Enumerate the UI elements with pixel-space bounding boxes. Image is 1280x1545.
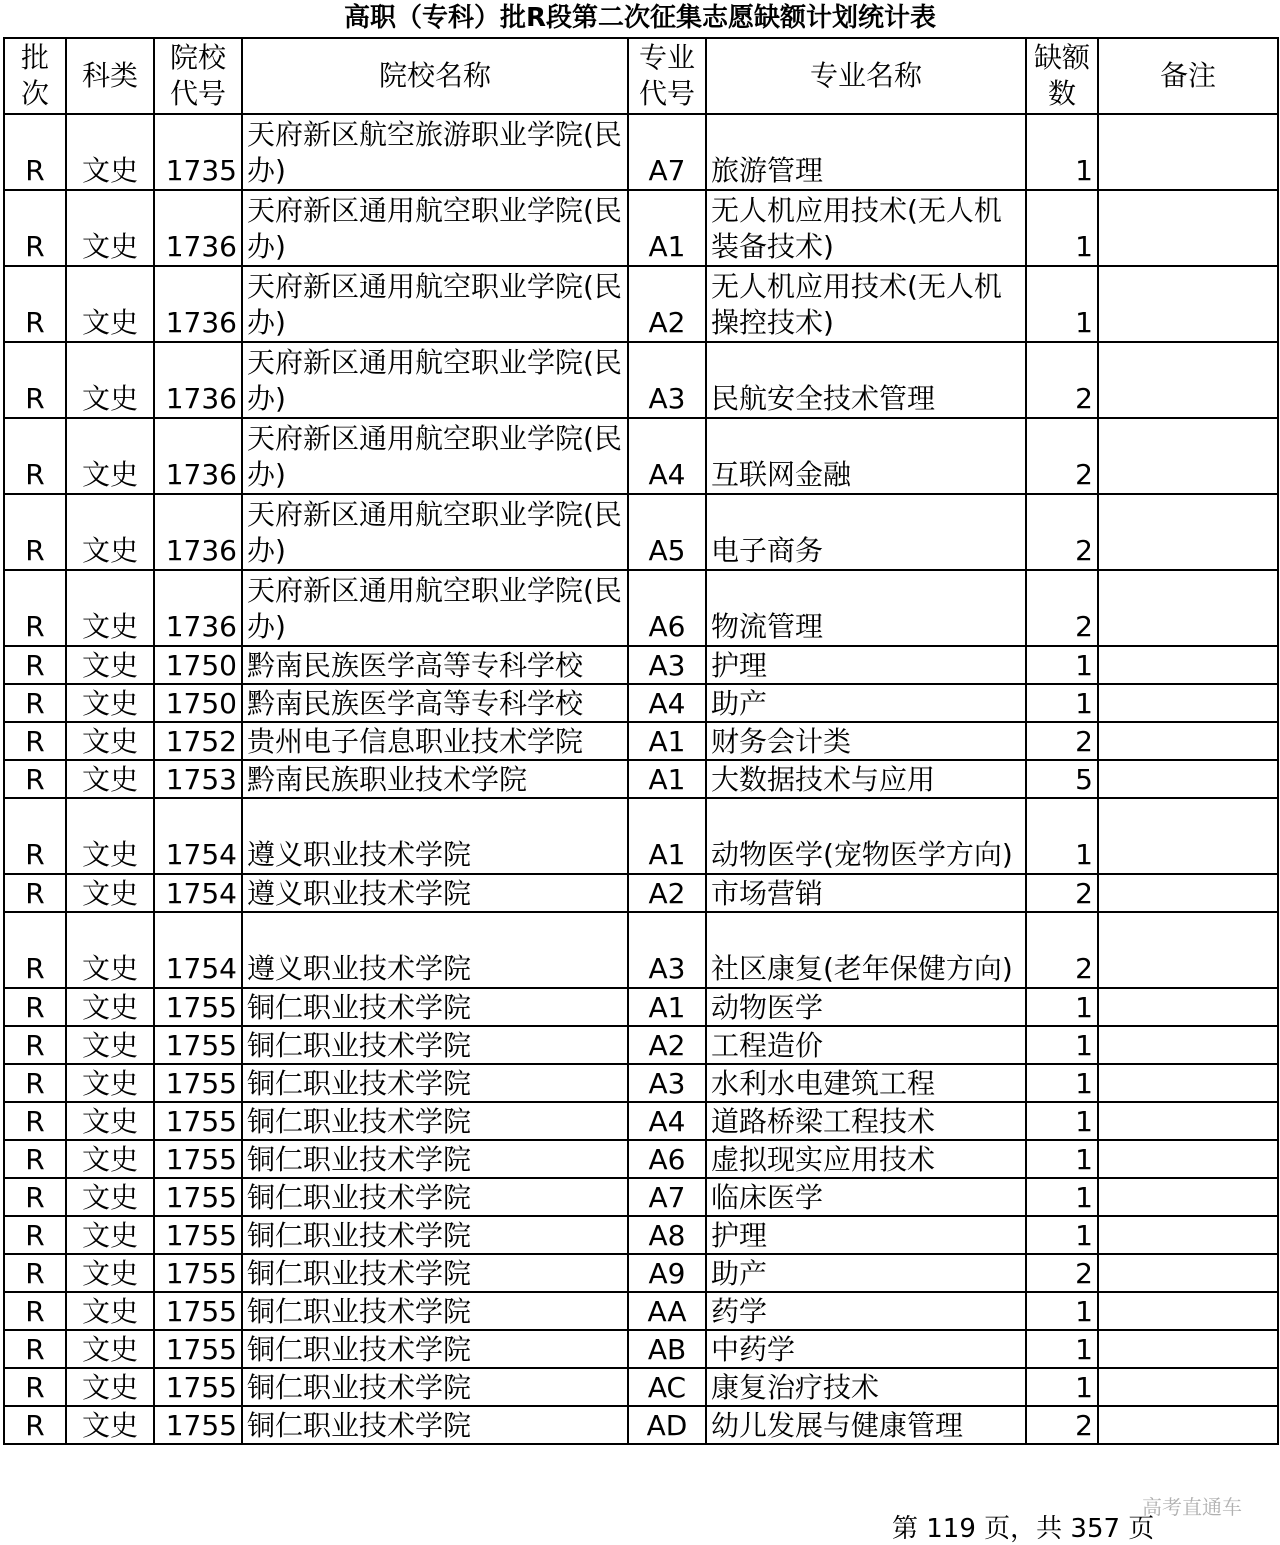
table-row — [4, 874, 1278, 912]
cell-batch: R — [4, 1292, 66, 1330]
cell-school-code: 1755 — [154, 1026, 242, 1064]
cell-school-code: 1750 — [154, 646, 242, 684]
cell-vacancy: 1 — [1026, 1026, 1098, 1064]
cell-school-code: 1736 — [154, 494, 242, 570]
cell-category: 文史 — [66, 798, 154, 874]
cell-vacancy: 5 — [1026, 760, 1098, 798]
cell-vacancy: 1 — [1026, 114, 1098, 190]
header-major-name: 专业名称 — [706, 38, 1026, 114]
cell-remark — [1098, 114, 1278, 190]
cell-batch: R — [4, 190, 66, 266]
cell-vacancy: 1 — [1026, 1330, 1098, 1368]
cell-vacancy: 1 — [1026, 798, 1098, 874]
table-row — [4, 760, 1278, 798]
header-major-code: 专业 代号 — [628, 38, 706, 114]
cell-school-name: 铜仁职业技术学院 — [242, 1330, 628, 1368]
cell-major-name: 无人机应用技术(无人机装备技术) — [706, 190, 1026, 266]
cell-major-name: 虚拟现实应用技术 — [706, 1140, 1026, 1178]
cell-major-name: 药学 — [706, 1292, 1026, 1330]
cell-school-code: 1736 — [154, 266, 242, 342]
cell-major-name: 水利水电建筑工程 — [706, 1064, 1026, 1102]
cell-school-name: 遵义职业技术学院 — [242, 912, 628, 988]
cell-major-name: 康复治疗技术 — [706, 1368, 1026, 1406]
cell-category: 文史 — [66, 418, 154, 494]
cell-category: 文史 — [66, 1292, 154, 1330]
table-row — [4, 1102, 1278, 1140]
cell-category: 文史 — [66, 1064, 154, 1102]
cell-remark — [1098, 1064, 1278, 1102]
cell-vacancy: 1 — [1026, 1368, 1098, 1406]
cell-school-code: 1736 — [154, 418, 242, 494]
cell-batch: R — [4, 988, 66, 1026]
cell-school-name: 铜仁职业技术学院 — [242, 1026, 628, 1064]
cell-school-name: 铜仁职业技术学院 — [242, 1406, 628, 1444]
table-row — [4, 190, 1278, 266]
cell-school-name: 黔南民族医学高等专科学校 — [242, 646, 628, 684]
cell-major-name: 旅游管理 — [706, 114, 1026, 190]
cell-school-code: 1736 — [154, 570, 242, 646]
table-row — [4, 418, 1278, 494]
cell-vacancy: 1 — [1026, 1064, 1098, 1102]
header-school-name: 院校名称 — [242, 38, 628, 114]
cell-category: 文史 — [66, 1368, 154, 1406]
cell-remark — [1098, 570, 1278, 646]
cell-school-name: 铜仁职业技术学院 — [242, 1178, 628, 1216]
cell-major-code: A2 — [628, 1026, 706, 1064]
cell-major-name: 动物医学 — [706, 988, 1026, 1026]
cell-batch: R — [4, 1254, 66, 1292]
cell-major-code: A2 — [628, 266, 706, 342]
cell-batch: R — [4, 1026, 66, 1064]
cell-major-code: A1 — [628, 988, 706, 1026]
cell-category: 文史 — [66, 570, 154, 646]
cell-remark — [1098, 1140, 1278, 1178]
cell-major-code: A4 — [628, 684, 706, 722]
cell-school-name: 铜仁职业技术学院 — [242, 1216, 628, 1254]
cell-major-code: A3 — [628, 646, 706, 684]
cell-vacancy: 2 — [1026, 874, 1098, 912]
cell-major-name: 中药学 — [706, 1330, 1026, 1368]
cell-batch: R — [4, 760, 66, 798]
cell-school-code: 1755 — [154, 1140, 242, 1178]
cell-school-name: 黔南民族医学高等专科学校 — [242, 684, 628, 722]
table-row — [4, 1216, 1278, 1254]
cell-batch: R — [4, 1178, 66, 1216]
cell-batch: R — [4, 1330, 66, 1368]
cell-major-code: A1 — [628, 760, 706, 798]
header-batch: 批 次 — [4, 38, 66, 114]
cell-school-code: 1754 — [154, 874, 242, 912]
table-body — [4, 114, 1278, 1444]
cell-major-name: 市场营销 — [706, 874, 1026, 912]
cell-school-code: 1754 — [154, 798, 242, 874]
table-row — [4, 1140, 1278, 1178]
cell-major-code: A5 — [628, 494, 706, 570]
cell-major-code: A1 — [628, 722, 706, 760]
cell-school-code: 1755 — [154, 1254, 242, 1292]
cell-school-name: 铜仁职业技术学院 — [242, 1140, 628, 1178]
cell-major-code: A6 — [628, 570, 706, 646]
cell-batch: R — [4, 1216, 66, 1254]
cell-batch: R — [4, 1406, 66, 1444]
cell-school-name: 铜仁职业技术学院 — [242, 1254, 628, 1292]
cell-remark — [1098, 874, 1278, 912]
table-row — [4, 1254, 1278, 1292]
cell-remark — [1098, 1254, 1278, 1292]
cell-vacancy: 2 — [1026, 342, 1098, 418]
cell-school-code: 1735 — [154, 114, 242, 190]
cell-category: 文史 — [66, 722, 154, 760]
cell-category: 文史 — [66, 494, 154, 570]
cell-school-name: 遵义职业技术学院 — [242, 798, 628, 874]
page-title: 高职（专科）批R段第二次征集志愿缺额计划统计表 — [343, 3, 937, 33]
cell-batch: R — [4, 874, 66, 912]
cell-major-code: AA — [628, 1292, 706, 1330]
cell-vacancy: 2 — [1026, 494, 1098, 570]
table-row — [4, 1178, 1278, 1216]
cell-major-code: A4 — [628, 1102, 706, 1140]
cell-remark — [1098, 722, 1278, 760]
cell-school-code: 1736 — [154, 190, 242, 266]
cell-vacancy: 2 — [1026, 570, 1098, 646]
cell-category: 文史 — [66, 646, 154, 684]
cell-remark — [1098, 342, 1278, 418]
cell-category: 文史 — [66, 1178, 154, 1216]
cell-vacancy: 1 — [1026, 988, 1098, 1026]
cell-major-code: AB — [628, 1330, 706, 1368]
cell-category: 文史 — [66, 988, 154, 1026]
cell-school-name: 黔南民族职业技术学院 — [242, 760, 628, 798]
cell-batch: R — [4, 342, 66, 418]
cell-vacancy: 1 — [1026, 266, 1098, 342]
cell-batch: R — [4, 646, 66, 684]
cell-batch: R — [4, 570, 66, 646]
cell-batch: R — [4, 798, 66, 874]
cell-remark — [1098, 1330, 1278, 1368]
cell-major-name: 无人机应用技术(无人机操控技术) — [706, 266, 1026, 342]
cell-major-code: A2 — [628, 874, 706, 912]
cell-remark — [1098, 1406, 1278, 1444]
header-category: 科类 — [66, 38, 154, 114]
cell-school-name: 铜仁职业技术学院 — [242, 1064, 628, 1102]
cell-remark — [1098, 190, 1278, 266]
cell-school-code: 1755 — [154, 1292, 242, 1330]
cell-batch: R — [4, 1368, 66, 1406]
cell-major-name: 大数据技术与应用 — [706, 760, 1026, 798]
cell-school-name: 铜仁职业技术学院 — [242, 1102, 628, 1140]
cell-major-name: 助产 — [706, 684, 1026, 722]
cell-vacancy: 1 — [1026, 1216, 1098, 1254]
cell-vacancy: 2 — [1026, 722, 1098, 760]
table-row — [4, 798, 1278, 874]
cell-batch: R — [4, 722, 66, 760]
cell-batch: R — [4, 494, 66, 570]
table-row — [4, 912, 1278, 988]
cell-school-code: 1755 — [154, 1406, 242, 1444]
cell-vacancy: 2 — [1026, 912, 1098, 988]
cell-major-code: A7 — [628, 1178, 706, 1216]
table-header-row — [4, 38, 1278, 114]
cell-remark — [1098, 684, 1278, 722]
cell-major-name: 动物医学(宠物医学方向) — [706, 798, 1026, 874]
cell-school-code: 1754 — [154, 912, 242, 988]
cell-major-name: 社区康复(老年保健方向) — [706, 912, 1026, 988]
cell-remark — [1098, 1216, 1278, 1254]
cell-school-code: 1755 — [154, 988, 242, 1026]
cell-vacancy: 2 — [1026, 1254, 1098, 1292]
cell-major-code: A3 — [628, 912, 706, 988]
cell-remark — [1098, 988, 1278, 1026]
cell-major-code: A3 — [628, 342, 706, 418]
table-row — [4, 1368, 1278, 1406]
cell-school-name: 铜仁职业技术学院 — [242, 988, 628, 1026]
header-remark: 备注 — [1098, 38, 1278, 114]
cell-remark — [1098, 1178, 1278, 1216]
cell-vacancy: 1 — [1026, 1102, 1098, 1140]
cell-major-name: 助产 — [706, 1254, 1026, 1292]
cell-vacancy: 1 — [1026, 646, 1098, 684]
cell-remark — [1098, 1292, 1278, 1330]
cell-category: 文史 — [66, 1254, 154, 1292]
cell-school-name: 天府新区通用航空职业学院(民办) — [242, 190, 628, 266]
cell-vacancy: 1 — [1026, 684, 1098, 722]
cell-school-name: 遵义职业技术学院 — [242, 874, 628, 912]
cell-vacancy: 1 — [1026, 1178, 1098, 1216]
cell-vacancy: 1 — [1026, 1292, 1098, 1330]
cell-vacancy: 1 — [1026, 1140, 1098, 1178]
cell-category: 文史 — [66, 266, 154, 342]
cell-major-name: 临床医学 — [706, 1178, 1026, 1216]
cell-vacancy: 1 — [1026, 190, 1098, 266]
cell-category: 文史 — [66, 1102, 154, 1140]
cell-batch: R — [4, 912, 66, 988]
table-row — [4, 114, 1278, 190]
watermark: 高考直通车 — [1142, 1495, 1242, 1519]
page-footer: 第 119 页，共 357 页 — [892, 1514, 1155, 1544]
cell-category: 文史 — [66, 114, 154, 190]
cell-remark — [1098, 494, 1278, 570]
cell-school-code: 1755 — [154, 1368, 242, 1406]
cell-school-code: 1736 — [154, 342, 242, 418]
cell-category: 文史 — [66, 684, 154, 722]
table-row — [4, 646, 1278, 684]
cell-remark — [1098, 912, 1278, 988]
cell-major-code: A7 — [628, 114, 706, 190]
cell-category: 文史 — [66, 1330, 154, 1368]
table-row — [4, 722, 1278, 760]
cell-school-name: 天府新区通用航空职业学院(民办) — [242, 570, 628, 646]
cell-school-name: 天府新区航空旅游职业学院(民办) — [242, 114, 628, 190]
cell-school-name: 天府新区通用航空职业学院(民办) — [242, 418, 628, 494]
cell-batch: R — [4, 684, 66, 722]
cell-school-name: 天府新区通用航空职业学院(民办) — [242, 342, 628, 418]
cell-school-name: 铜仁职业技术学院 — [242, 1292, 628, 1330]
cell-remark — [1098, 266, 1278, 342]
table-row — [4, 1292, 1278, 1330]
cell-major-name: 护理 — [706, 1216, 1026, 1254]
cell-remark — [1098, 760, 1278, 798]
cell-category: 文史 — [66, 342, 154, 418]
cell-category: 文史 — [66, 1026, 154, 1064]
cell-remark — [1098, 1026, 1278, 1064]
cell-vacancy: 2 — [1026, 1406, 1098, 1444]
cell-school-name: 天府新区通用航空职业学院(民办) — [242, 494, 628, 570]
cell-category: 文史 — [66, 1406, 154, 1444]
cell-major-name: 道路桥梁工程技术 — [706, 1102, 1026, 1140]
cell-vacancy: 2 — [1026, 418, 1098, 494]
cell-school-name: 铜仁职业技术学院 — [242, 1368, 628, 1406]
cell-major-name: 物流管理 — [706, 570, 1026, 646]
cell-school-code: 1755 — [154, 1102, 242, 1140]
cell-category: 文史 — [66, 1140, 154, 1178]
cell-school-name: 贵州电子信息职业技术学院 — [242, 722, 628, 760]
cell-major-name: 互联网金融 — [706, 418, 1026, 494]
table-row — [4, 342, 1278, 418]
cell-major-code: A8 — [628, 1216, 706, 1254]
cell-school-name: 天府新区通用航空职业学院(民办) — [242, 266, 628, 342]
table-row — [4, 1064, 1278, 1102]
cell-batch: R — [4, 266, 66, 342]
cell-category: 文史 — [66, 190, 154, 266]
table-row — [4, 1026, 1278, 1064]
cell-major-name: 电子商务 — [706, 494, 1026, 570]
table-row — [4, 1406, 1278, 1444]
cell-major-name: 民航安全技术管理 — [706, 342, 1026, 418]
table-row — [4, 266, 1278, 342]
cell-school-code: 1752 — [154, 722, 242, 760]
vacancy-table — [3, 37, 1279, 1445]
cell-school-code: 1755 — [154, 1330, 242, 1368]
table-row — [4, 494, 1278, 570]
cell-major-name: 护理 — [706, 646, 1026, 684]
cell-category: 文史 — [66, 874, 154, 912]
cell-major-name: 财务会计类 — [706, 722, 1026, 760]
cell-major-name: 工程造价 — [706, 1026, 1026, 1064]
cell-category: 文史 — [66, 1216, 154, 1254]
header-vacancy: 缺额 数 — [1026, 38, 1098, 114]
cell-major-code: A1 — [628, 798, 706, 874]
cell-school-code: 1755 — [154, 1178, 242, 1216]
cell-major-code: A1 — [628, 190, 706, 266]
cell-major-code: AD — [628, 1406, 706, 1444]
cell-batch: R — [4, 418, 66, 494]
cell-school-code: 1753 — [154, 760, 242, 798]
header-school-code: 院校 代号 — [154, 38, 242, 114]
cell-batch: R — [4, 1102, 66, 1140]
cell-batch: R — [4, 114, 66, 190]
cell-school-code: 1755 — [154, 1064, 242, 1102]
cell-remark — [1098, 798, 1278, 874]
cell-batch: R — [4, 1140, 66, 1178]
table-row — [4, 570, 1278, 646]
cell-school-code: 1755 — [154, 1216, 242, 1254]
cell-category: 文史 — [66, 912, 154, 988]
table-row — [4, 1330, 1278, 1368]
cell-major-code: A6 — [628, 1140, 706, 1178]
cell-batch: R — [4, 1064, 66, 1102]
cell-school-code: 1750 — [154, 684, 242, 722]
cell-major-code: A9 — [628, 1254, 706, 1292]
cell-remark — [1098, 1102, 1278, 1140]
table-row — [4, 988, 1278, 1026]
cell-major-code: A4 — [628, 418, 706, 494]
cell-remark — [1098, 1368, 1278, 1406]
cell-major-code: AC — [628, 1368, 706, 1406]
cell-major-name: 幼儿发展与健康管理 — [706, 1406, 1026, 1444]
cell-category: 文史 — [66, 760, 154, 798]
cell-remark — [1098, 646, 1278, 684]
cell-remark — [1098, 418, 1278, 494]
cell-major-code: A3 — [628, 1064, 706, 1102]
table-row — [4, 684, 1278, 722]
